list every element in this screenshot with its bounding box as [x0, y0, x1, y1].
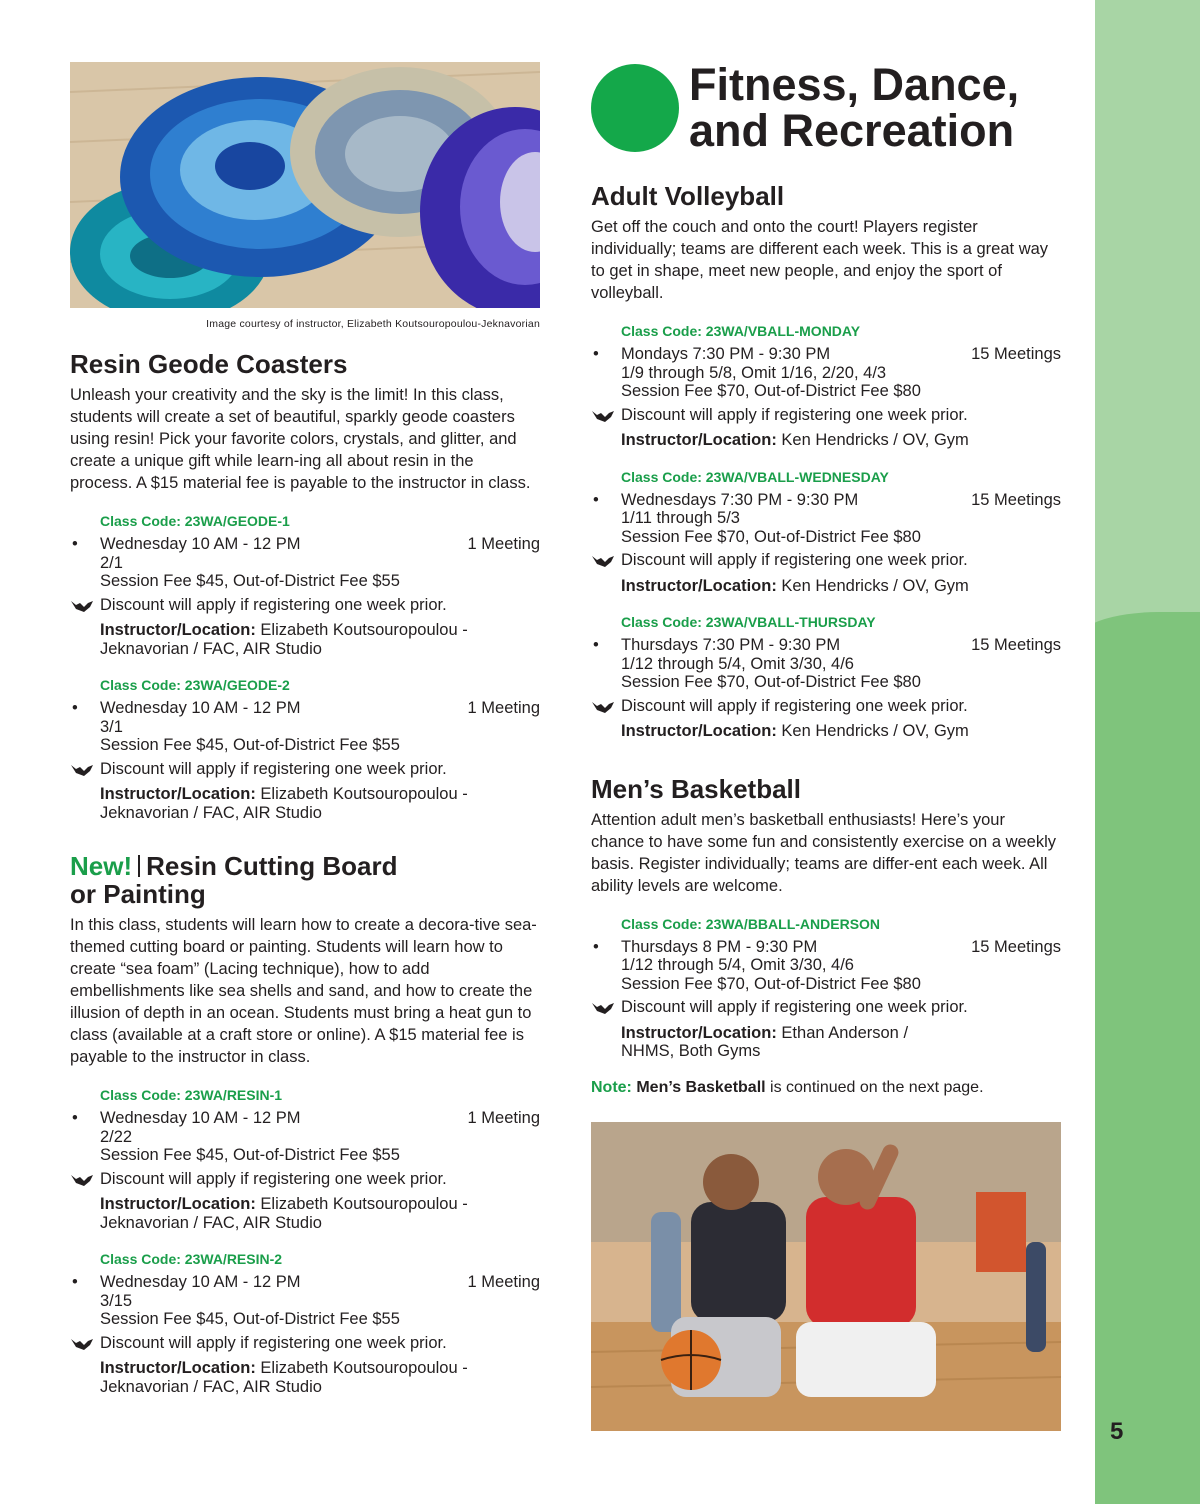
mens-basketball-title: Men’s Basketball: [591, 773, 802, 804]
title-separator: [138, 855, 140, 877]
meetings-count: 1 Meeting: [467, 535, 540, 553]
instructor-name: Ken Hendricks / OV, Gym: [776, 431, 969, 449]
handshake-icon: [591, 700, 615, 714]
schedule: Wednesdays 7:30 PM - 9:30 PM: [621, 490, 859, 509]
fee: Session Fee $45, Out-of-District Fee $55: [100, 572, 400, 590]
instructor-name: Elizabeth Koutsouropoulou -: [255, 1195, 468, 1213]
instructor-location-text: NHMS, Both Gyms: [621, 1042, 761, 1060]
category-circle-icon: [591, 64, 679, 152]
mens-basketball-description: Attention adult men’s basketball enthusiasts! Here’s your chance to have some fun and consistently exercise on a weekly basis. Register individually; teams are differ-ent each week. All ability levels are welcome.: [591, 810, 1057, 895]
note-bold-text: Men’s Basketball: [636, 1078, 766, 1096]
instructor-location: [591, 1024, 1061, 1061]
session-bball-anderson: [591, 915, 1061, 1061]
instructor-location: [591, 431, 1061, 450]
instructor-location-text: Jeknavorian / FAC, AIR Studio: [100, 639, 322, 658]
meetings-count: 15 Meetings: [971, 636, 1061, 654]
dates: 1/12 through 5/4, Omit 3/30, 4/6: [621, 654, 854, 673]
bullet-icon: •: [72, 535, 78, 553]
handshake-icon: [591, 1001, 615, 1015]
fee: Session Fee $70, Out-of-District Fee $80: [621, 974, 921, 993]
discount-note: Discount will apply if registering one week prior.: [621, 405, 968, 424]
bullet-icon: •: [72, 1273, 78, 1291]
dates: 2/1: [100, 553, 123, 572]
handshake-icon: [70, 763, 94, 777]
bullet-icon: •: [593, 490, 599, 509]
meetings-count: 1 Meeting: [467, 1109, 540, 1127]
new-label: New!: [70, 851, 133, 881]
handshake-icon: [70, 1173, 94, 1187]
resin-geode-description: Unleash your creativity and the sky is the limit! In this class, students will create a set of beautiful, sparkly geode coasters using resin! Pick your favorite colors, crystals, and glitter, and create a unique gift while learn-ing all about resin in the process. A $15 material fee is payable to the instructor in class.: [70, 386, 531, 492]
schedule: Wednesday 10 AM - 12 PM: [100, 1273, 301, 1291]
category-title: [689, 59, 1020, 156]
instructor-name: Elizabeth Koutsouropoulou -: [255, 1359, 468, 1377]
session-vball-monday: [591, 322, 1061, 450]
meetings-count: 15 Meetings: [971, 345, 1061, 363]
instructor-label: Instructor/Location:: [100, 1359, 256, 1377]
fee: Session Fee $70, Out-of-District Fee $80: [621, 527, 921, 546]
fee: Session Fee $45, Out-of-District Fee $55: [100, 1146, 400, 1164]
adult-volleyball-title: Adult Volleyball: [591, 181, 785, 211]
instructor-label: Instructor/Location:: [100, 785, 256, 803]
instructor-name: Ken Hendricks / OV, Gym: [776, 576, 969, 595]
geode-coasters-photo: [70, 62, 540, 308]
photo-caption: Image courtesy of instructor, Elizabeth Koutsouropoulou-Jeknavorian: [206, 318, 540, 330]
basketball-illustration: [591, 1122, 1061, 1431]
instructor-location: [70, 785, 540, 822]
handshake-icon: [70, 599, 94, 613]
adult-volleyball-description: Get off the couch and onto the court! Players register individually; teams are different each week. This is a great way to get in shape, meet new people, and enjoy the sport of volleyball.: [591, 218, 1049, 302]
dates: 1/12 through 5/4, Omit 3/30, 4/6: [621, 956, 854, 974]
meetings-count: 1 Meeting: [467, 699, 540, 717]
fee: Session Fee $45, Out-of-District Fee $55: [100, 736, 400, 754]
session-vball-thursday: [591, 613, 1061, 741]
meetings-count: 15 Meetings: [971, 937, 1061, 956]
handshake-icon: [70, 1337, 94, 1351]
dates: 1/9 through 5/8, Omit 1/16, 2/20, 4/3: [621, 363, 887, 382]
schedule: Wednesday 10 AM - 12 PM: [100, 1109, 301, 1127]
resin-cutting-board-title: [70, 852, 540, 908]
note-label: Note:: [591, 1078, 632, 1096]
instructor-location-text: Jeknavorian / FAC, AIR Studio: [100, 803, 322, 822]
instructor-label: Instructor/Location:: [621, 576, 777, 595]
bullet-icon: •: [72, 1109, 78, 1127]
right-column: [591, 59, 1061, 1431]
class-code: Class Code: 23WA/GEODE-1: [100, 513, 290, 529]
session-resin-1: [70, 1086, 540, 1232]
fee: Session Fee $45, Out-of-District Fee $55: [100, 1310, 400, 1328]
instructor-location-text: Jeknavorian / FAC, AIR Studio: [100, 1213, 322, 1232]
geode-illustration: [70, 62, 540, 308]
fee: Session Fee $70, Out-of-District Fee $80: [621, 382, 921, 400]
instructor-label: Instructor/Location:: [621, 722, 777, 740]
class-code: Class Code: 23WA/VBALL-THURSDAY: [621, 614, 876, 630]
discount-note: Discount will apply if registering one week prior.: [621, 696, 968, 715]
instructor-name: Elizabeth Koutsouropoulou -: [255, 621, 468, 639]
instructor-name: Elizabeth Koutsouropoulou -: [255, 785, 468, 803]
category-title-line-2: and Recreation: [689, 105, 1015, 156]
instructor-location: [591, 722, 1061, 741]
category-title-line-1: Fitness, Dance,: [689, 59, 1020, 110]
left-column: [70, 62, 540, 1396]
dates: 2/22: [100, 1127, 133, 1146]
class-code: Class Code: 23WA/RESIN-1: [100, 1087, 283, 1103]
meetings-count: 15 Meetings: [971, 490, 1061, 509]
session-geode-2: [70, 676, 540, 822]
class-code: Class Code: 23WA/VBALL-MONDAY: [621, 323, 861, 339]
page-sidebar: [1095, 0, 1200, 1504]
handshake-icon: [591, 409, 615, 423]
page-number: 5: [1110, 1418, 1124, 1445]
title-line-1: Resin Cutting Board: [146, 851, 398, 881]
discount-note: Discount will apply if registering one week prior.: [100, 1333, 447, 1352]
instructor-name: Ken Hendricks / OV, Gym: [776, 722, 969, 740]
dates: 3/1: [100, 717, 123, 736]
instructor-location: [70, 1359, 540, 1396]
basketball-photo: [591, 1122, 1061, 1431]
resin-cutting-board-description: In this class, students will learn how to create a decora-tive sea-themed cutting board or painting. Students will learn how to create “sea foam” (Lacing technique), how to add embellishments like sea shells and sand, and how to create the illusion of depth in an ocean. Students must bring a heat gun to class (available at a craft store or online). A $15 material fee is payable to the instructor in class.: [70, 916, 537, 1066]
discount-note: Discount will apply if registering one week prior.: [621, 998, 968, 1016]
class-code: Class Code: 23WA/RESIN-2: [100, 1251, 283, 1267]
instructor-location: [70, 1195, 540, 1232]
session-geode-1: [70, 512, 540, 658]
class-code: Class Code: 23WA/VBALL-WEDNESDAY: [621, 468, 889, 485]
session-vball-wednesday: [591, 468, 1061, 596]
sidebar-wave: [1095, 612, 1200, 1504]
schedule: Thursdays 7:30 PM - 9:30 PM: [621, 636, 841, 654]
schedule: Wednesday 10 AM - 12 PM: [100, 699, 301, 717]
instructor-name: Ethan Anderson /: [776, 1023, 909, 1042]
bullet-icon: •: [593, 345, 599, 363]
note-text: is continued on the next page.: [765, 1078, 984, 1096]
resin-geode-coasters-title: Resin Geode Coasters: [70, 349, 348, 379]
instructor-label: Instructor/Location:: [100, 1195, 256, 1213]
schedule: Wednesday 10 AM - 12 PM: [100, 535, 301, 553]
meetings-count: 1 Meeting: [467, 1273, 540, 1291]
category-header: [591, 59, 1061, 162]
handshake-icon: [591, 554, 615, 568]
instructor-label: Instructor/Location:: [100, 621, 256, 639]
session-resin-2: [70, 1250, 540, 1396]
title-line-2: or Painting: [70, 879, 206, 909]
bullet-icon: •: [593, 636, 599, 654]
discount-note: Discount will apply if registering one week prior.: [621, 551, 968, 569]
instructor-label: Instructor/Location:: [621, 1023, 777, 1042]
instructor-label: Instructor/Location:: [621, 431, 777, 449]
continued-note: [591, 1079, 1061, 1097]
instructor-location: [70, 621, 540, 658]
discount-note: Discount will apply if registering one week prior.: [100, 759, 447, 778]
class-code: Class Code: 23WA/GEODE-2: [100, 677, 290, 693]
bullet-icon: •: [593, 937, 599, 956]
dates: 1/11 through 5/3: [621, 509, 740, 527]
bullet-icon: •: [72, 699, 78, 717]
instructor-location-text: Jeknavorian / FAC, AIR Studio: [100, 1377, 322, 1396]
dates: 3/15: [100, 1291, 133, 1310]
fee: Session Fee $70, Out-of-District Fee $80: [621, 673, 921, 691]
schedule: Thursdays 8 PM - 9:30 PM: [621, 937, 818, 956]
discount-note: Discount will apply if registering one week prior.: [100, 1169, 447, 1188]
discount-note: Discount will apply if registering one week prior.: [100, 595, 447, 614]
schedule: Mondays 7:30 PM - 9:30 PM: [621, 345, 831, 363]
class-code: Class Code: 23WA/BBALL-ANDERSON: [621, 915, 881, 932]
instructor-location: [591, 577, 1061, 596]
